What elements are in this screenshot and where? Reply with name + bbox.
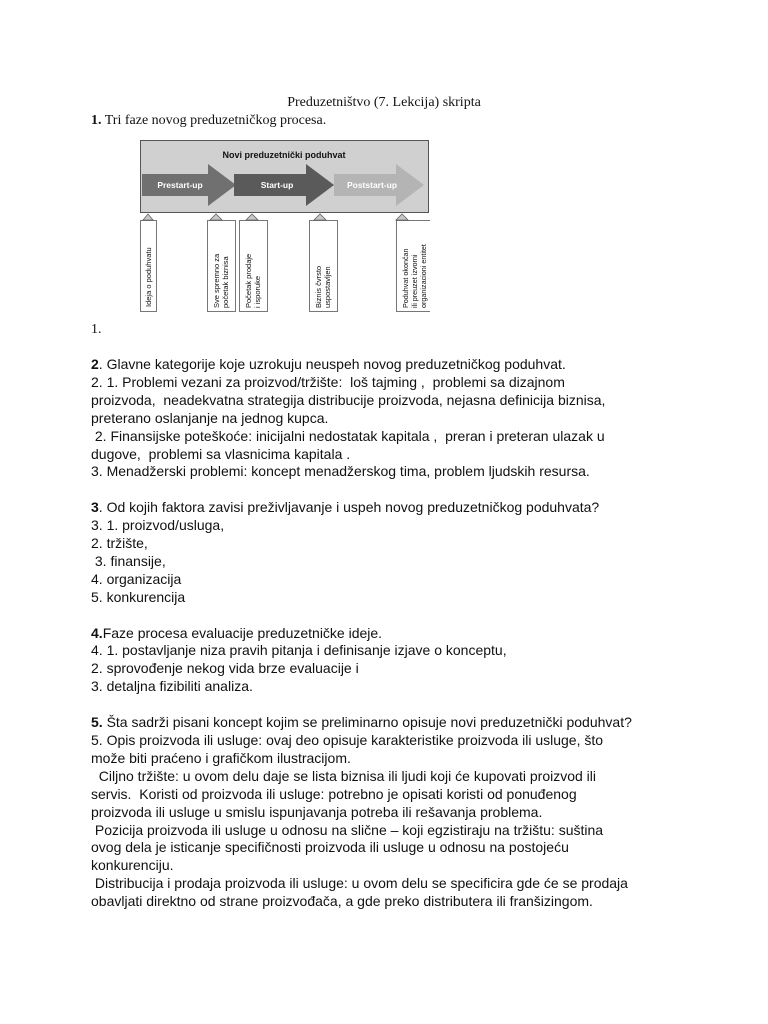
section-line: 3. 1. proizvod/usluga, bbox=[91, 517, 225, 534]
section-heading bbox=[91, 356, 731, 374]
entrepreneurial-process-diagram bbox=[140, 140, 430, 325]
section-number: 4. bbox=[91, 624, 103, 641]
section-line: konkurenciju. bbox=[91, 857, 174, 874]
phase-label-startup: Start-up bbox=[260, 180, 294, 190]
section-line: 4. 1. postavljanje niza pravih pitanja i definisanje izjave o konceptu, bbox=[91, 642, 507, 659]
section-line: dugove, problemi sa vlasnicima kapitala . bbox=[91, 445, 351, 462]
section-number: 3 bbox=[91, 499, 99, 516]
section-2 bbox=[91, 356, 731, 481]
milestone-5-line-1: Poduhvat okončan bbox=[401, 248, 410, 308]
milestone-marker bbox=[396, 214, 408, 220]
milestone-3-line-1: Početak prodaje bbox=[244, 253, 253, 308]
milestone-marker bbox=[246, 214, 258, 220]
milestone-3-line-2: i isporuke bbox=[253, 275, 262, 308]
section-heading-text: Šta sadrži pisani koncept kojim se preliminarno opisuje novi preduzetnički poduhvat? bbox=[102, 714, 632, 731]
section-line: 2. tržište, bbox=[91, 535, 148, 552]
milestone-marker bbox=[210, 214, 222, 220]
section-line: Pozicija proizvoda ili usluge u odnosu na slične – koji egzistiraju na tržištu: suština bbox=[91, 821, 604, 838]
section-line: ovog dela je isticanje specifičnosti proizvoda ili usluge u odnosu na postojeću bbox=[91, 839, 569, 856]
phase-label-poststart: Poststart-up bbox=[346, 180, 398, 190]
milestone-pocetak-prodaje bbox=[240, 214, 268, 312]
milestone-2-line-1: Sve spremno za bbox=[212, 253, 221, 308]
section-5 bbox=[91, 714, 731, 911]
section-number: 5. bbox=[91, 714, 103, 731]
milestone-1-line-1: Ideja o poduhvatu bbox=[144, 247, 153, 307]
question-1-number: 1. bbox=[91, 113, 102, 128]
milestone-marker bbox=[314, 214, 326, 220]
section-line: 2. 1. Problemi vezani za proizvod/tržište: loš tajming , problemi sa dizajnom bbox=[91, 373, 565, 390]
question-1-heading bbox=[91, 113, 326, 129]
section-3 bbox=[91, 499, 731, 606]
section-line: 4. organizacija bbox=[91, 570, 182, 587]
section-line: proizvoda, neadekvatna strategija distribucije proizvoda, nejasna definicija biznisa, bbox=[91, 391, 606, 408]
section-line: 5. Opis proizvoda ili usluge: ovaj deo opisuje karakteristike proizvoda ili usluge, što bbox=[91, 731, 604, 748]
section-heading bbox=[91, 714, 731, 732]
question-1-text: Tri faze novog preduzetničkog procesa. bbox=[101, 113, 327, 128]
milestone-5-line-3: organizacioni entitet bbox=[419, 244, 428, 308]
milestone-4-line-2: uspostavljen bbox=[323, 266, 332, 308]
document-title: Preduzetništvo (7. Lekcija) skripta bbox=[287, 95, 481, 110]
section-line: obavljati direktno od strane proizvođača, a gde preko distributera ili franšizingom. bbox=[91, 893, 593, 910]
section-heading bbox=[91, 625, 731, 643]
milestone-4-line-1: Biznis čvrsto bbox=[314, 265, 323, 308]
section-heading bbox=[91, 499, 731, 517]
section-line: 3. detaljna fizibiliti analiza. bbox=[91, 678, 253, 695]
section-line: 3. finansije, bbox=[91, 552, 166, 569]
section-line: 2. Finansijske poteškoće: inicijalni nedostatak kapitala , preran i preteran ulazak u bbox=[91, 427, 605, 444]
section-line: Distribucija i prodaja proizvoda ili usluge: u ovom delu se specificira gde će se prodaja bbox=[91, 875, 628, 892]
section-number: 2 bbox=[91, 356, 99, 372]
section-4 bbox=[91, 625, 731, 697]
milestone-2-line-2: početak biznisa bbox=[221, 256, 230, 308]
milestone-5-line-2: ili preuzet izvorni bbox=[410, 254, 419, 308]
milestone-biznis-cvrsto bbox=[310, 214, 338, 312]
milestone-sve-spremno bbox=[208, 214, 236, 312]
section-line: Ciljno tržište: u ovom delu daje se lista biznisa ili ljudi koji će kupovati proizvod ili bbox=[91, 767, 597, 784]
milestone-ideja bbox=[141, 214, 157, 312]
milestone-marker bbox=[143, 214, 153, 220]
section-line: preterano oslanjanje na jednog kupca. bbox=[91, 409, 329, 426]
question-1-trailing-number: 1. bbox=[91, 322, 102, 337]
section-heading-text: Faze procesa evaluacije preduzetničke ideje. bbox=[102, 624, 383, 641]
diagram-header: Novi preduzetnički poduhvat bbox=[222, 150, 346, 160]
section-heading-text: . Od kojih faktora zavisi preživljavanje i uspeh novog preduzetničkog poduhvata? bbox=[98, 499, 600, 516]
section-line: 3. Menadžerski problemi: koncept menadžerskog tima, problem ljudskih resursa. bbox=[91, 463, 590, 480]
section-line: 2. sprovođenje nekog vida brze evaluacije i bbox=[91, 660, 359, 677]
document-body bbox=[91, 356, 731, 929]
section-line: servis. Koristi od proizvoda ili usluge: potrebno je opisati koristi od ponuđenog bbox=[91, 785, 577, 802]
section-line: može biti praćeno i grafičkom ilustracijom. bbox=[91, 749, 351, 766]
section-line: proizvoda ili usluge u smislu ispunjavanja potreba ili rešavanja problema. bbox=[91, 803, 543, 820]
section-line: 5. konkurencija bbox=[91, 588, 186, 605]
phase-label-prestart: Prestart-up bbox=[157, 180, 203, 190]
milestone-poduhvat-okoncan bbox=[396, 214, 430, 312]
section-heading-text: . Glavne kategorije koje uzrokuju neuspeh novog preduzetničkog poduhvat. bbox=[98, 356, 566, 372]
